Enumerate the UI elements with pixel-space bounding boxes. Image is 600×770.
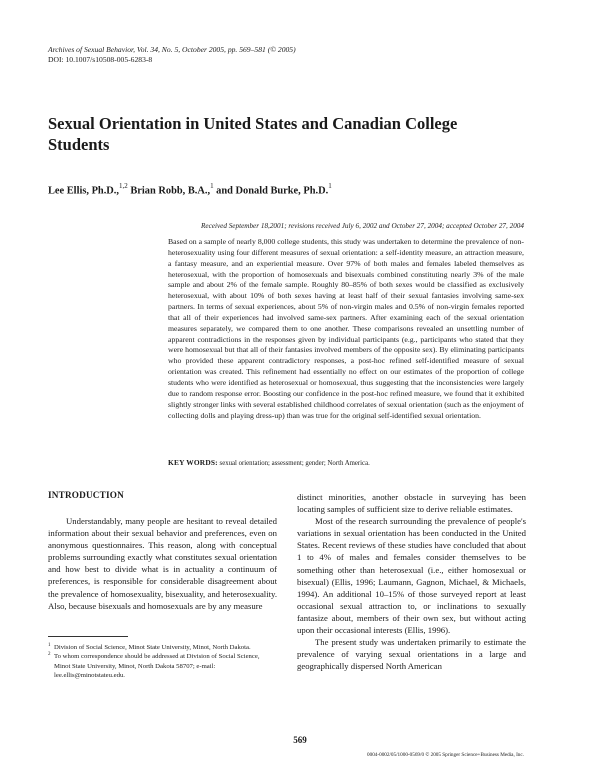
footnote bbox=[48, 652, 277, 680]
body-paragraph: Most of the research surrounding the prevalence of people's variations in sexual orientation has been conducted in the United States. Recent reviews of these studies have concluded that about 1 to 4% of males and females consider themselves to be something other than heterosexual (i.e., either homosexual or bisexual) (Ellis, 1996; Laumann, Gagnon, Michael, & Michaels, 1994). An additional 10–15% of those surveyed report at least occasional sexual attraction to, or inclinations to sexually fantasize about, members of their own sex, but without acting upon their occasional interests (Ellis, 1996). bbox=[297, 516, 526, 636]
author-name: Lee Ellis, Ph.D., bbox=[48, 185, 120, 197]
author-name: Brian Robb, B.A., bbox=[130, 185, 211, 197]
author-name: and Donald Burke, Ph.D. bbox=[216, 185, 329, 197]
abstract: Based on a sample of nearly 8,000 college students, this study was undertaken to determine the prevalence of non-heterosexuality using four different measures of sexual orientation: a self-identity measure, an attraction measure, a fantasy measure, and an experiential measure. Over 97% of both males and females labeled themselves as heterosexual, with the proportion of homosexuals and bisexuals combined constituting nearly 3% of the male sample and about 2% of the female sample. Roughly 80–85% of both sexes would be classified as exclusively heterosexual, with about 10% of both sexes having at least half of their sexual fantasies involving same-sex partners. In terms of sexual experiences, about 5% of non-virgin males and 0.5% of non-virgin females reported that all of their experiences had involved same-sex partners. After examining each of the sexual orientation measures separately, we compared them to one another. These comparisons revealed an unsettling number of apparent contradictions in the responses given by individual participants (e.g., participants who stated that they were homosexual but that all of their fantasies involved members of the opposite sex). By eliminating participants who provided these apparent contradictory responses, a post-hoc refined self-identified measure of sexual orientation was created. This refinement had essentially no effect on our estimates of the proportion of college students who were identified as heterosexual or homosexual, thus suggesting that the inconsistencies were largely due to random response error. Boosting our confidence in the post-hoc refined measure, we found that it exhibited slightly stronger links with several established childhood correlates of sexual orientation (such as the enjoyment of collecting dolls and playing dress-up) than was true for the original self-identified sexual orientation. bbox=[168, 237, 524, 420]
author-affiliation: 1,2 bbox=[119, 182, 128, 190]
article-title: Sexual Orientation in United States and Canadian College Students bbox=[48, 114, 458, 154]
footnote-mark: 1 bbox=[48, 643, 51, 648]
copyright-line: 0004-0002/05/1000-0569/0 © 2005 Springer Science+Business Media, Inc. bbox=[367, 752, 524, 758]
keywords-text: sexual orientation; assessment; gender; North America. bbox=[219, 460, 370, 467]
journal-citation: Archives of Sexual Behavior, Vol. 34, No. 5, October 2005, pp. 569–581 (© 2005) bbox=[48, 45, 296, 54]
section-heading: INTRODUCTION bbox=[48, 490, 124, 500]
right-column bbox=[297, 491, 526, 672]
footnote-text: Division of Social Science, Minot State University, Minot, North Dakota. bbox=[54, 644, 251, 651]
footnotes bbox=[48, 643, 277, 680]
body-paragraph: distinct minorities, another obstacle in surveying has been locating samples of sufficient size to derive reliable estimates. bbox=[297, 492, 526, 515]
author-affiliation: 1 bbox=[210, 182, 214, 190]
keywords bbox=[168, 458, 524, 469]
footnote bbox=[48, 643, 277, 652]
body-paragraph: The present study was undertaken primarily to estimate the prevalence of varying sexual orientations in a large and geographically dispersed North American bbox=[297, 637, 526, 672]
footnote-divider bbox=[48, 636, 128, 637]
footnote-mark: 2 bbox=[48, 652, 51, 658]
received-dates: Received September 18,2001; revisions received July 6, 2002 and October 27, 2004; accepted October 27, 2004 bbox=[200, 222, 524, 230]
body-paragraph: Understandably, many people are hesitant to reveal detailed information about their sexual behavior and preferences, even on anonymous questionnaires. This reason, along with conceptual problems surrounding exactly what constitutes sexual orientation and how best to divide what is in actuality a continuum of preferences, is responsible for considerable disagreement about the prevalence of homosexuality, bisexuality, and heterosexuality. Also, because bisexuals and homosexuals are by any measure bbox=[48, 516, 277, 611]
author-affiliation: 1 bbox=[328, 182, 332, 190]
left-column bbox=[48, 515, 277, 612]
author-list bbox=[48, 183, 332, 196]
footnote-text: To whom correspondence should be addressed at Division of Social Science, Minot State University, Minot, North Dakota 58707; e-mail: lee.ellis@minotstateu.edu. bbox=[54, 653, 260, 679]
page-number: 569 bbox=[293, 735, 307, 745]
keywords-label: KEY WORDS: bbox=[168, 458, 218, 467]
doi: DOI: 10.1007/s10508-005-6283-8 bbox=[48, 55, 153, 64]
